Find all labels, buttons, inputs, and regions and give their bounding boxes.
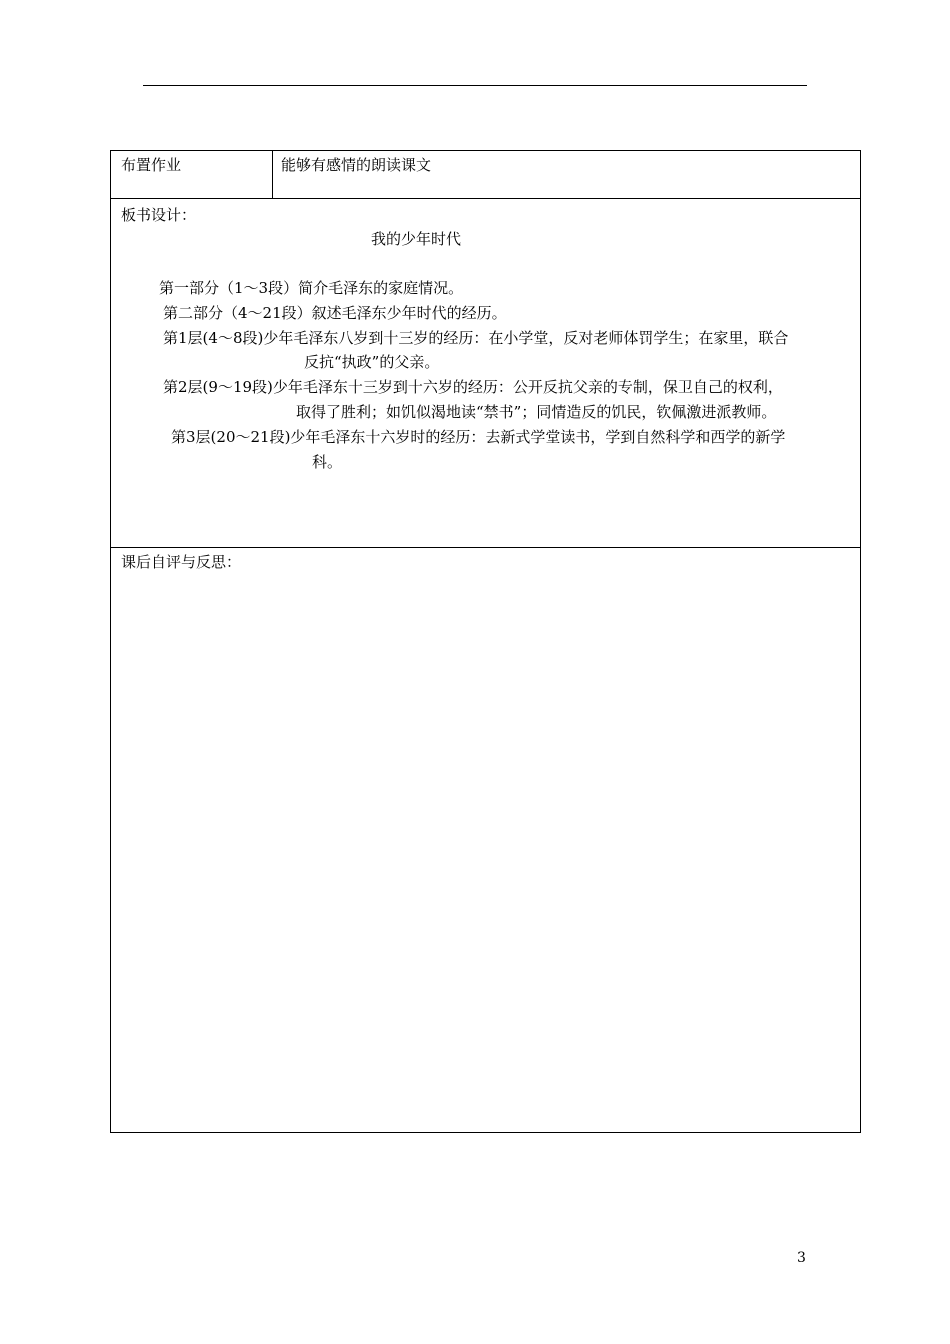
board-line-4: 反抗“执政”的父亲。: [304, 353, 440, 371]
board-line-1: 第一部分（1～3段）简介毛泽东的家庭情况。: [159, 279, 464, 297]
lesson-plan-table: [110, 150, 861, 1133]
homework-content: 能够有感情的朗读课文: [281, 156, 432, 174]
board-line-7: 第3层(20～21段)少年毛泽东十六岁时的经历：去新式学堂读书，学到自然科学和西学的新学: [171, 428, 786, 446]
reflection-row: [111, 548, 860, 1132]
board-line-2: 第二部分（4～21段）叙述毛泽东少年时代的经历。: [163, 304, 507, 322]
column-divider: [272, 151, 273, 199]
board-design-row: [111, 199, 860, 548]
board-line-5: 第2层(9～19段)少年毛泽东十三岁到十六岁的经历：公开反抗父亲的专制，保卫自己的权利，: [163, 378, 783, 396]
board-line-3: 第1层(4～8段)少年毛泽东八岁到十三岁的经历：在小学堂，反对老师体罚学生；在家里，联合: [163, 329, 789, 347]
homework-label: 布置作业: [121, 156, 182, 174]
page-number: 3: [797, 1250, 806, 1266]
reflection-label: 课后自评与反思：: [121, 553, 242, 571]
board-line-6: 取得了胜利；如饥似渴地读“禁书”；同情造反的饥民，钦佩激进派教师。: [296, 403, 777, 421]
board-line-8: 科。: [312, 453, 343, 471]
board-design-label: 板书设计：: [121, 206, 197, 224]
board-design-title: 我的少年时代: [371, 230, 462, 248]
homework-row: [111, 151, 860, 199]
header-rule: [143, 85, 807, 86]
